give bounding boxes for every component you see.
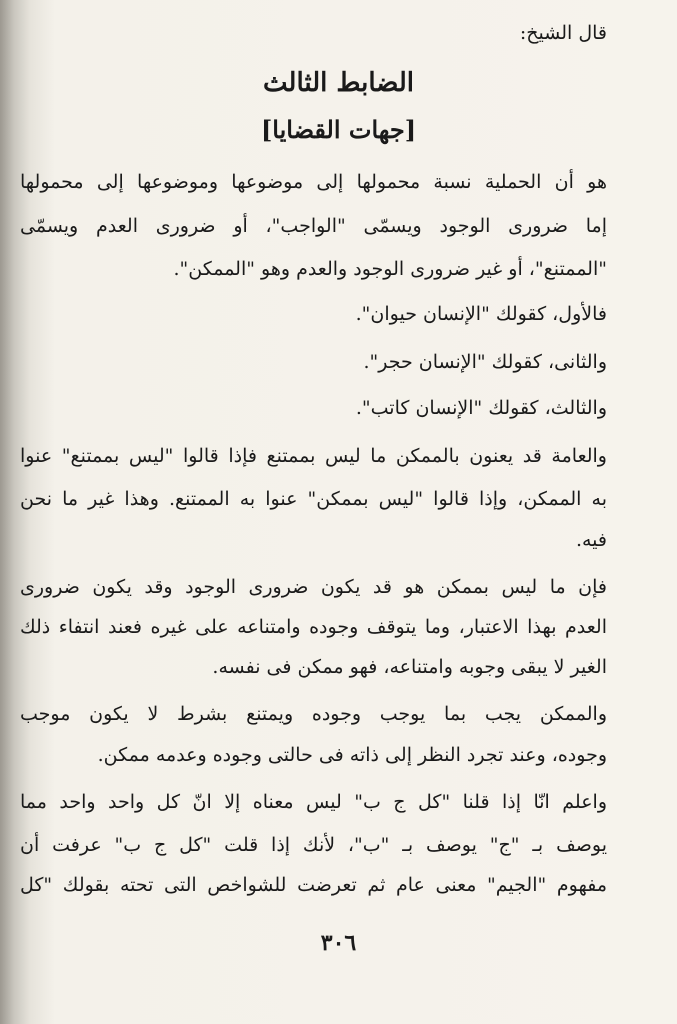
page-number: ٣٠٦ — [320, 930, 357, 956]
text-line: "الممتنع"، أو غير ضرورى الوجود والعدم وهو "الممكن". — [173, 258, 607, 280]
text-line: العدم بهذا الاعتبار، وما يتوقف وجوده وامتناعه على غيره فعند انتفاء ذلك — [20, 616, 607, 638]
text-line: مفهوم "الجيم" معنى عام ثم تعرضت للشواخص التى تحته بقولك "كل — [20, 874, 607, 896]
text-line: والممكن يجب بما يوجب وجوده ويمتنع بشرط لا يكون موجب — [20, 703, 607, 725]
text-line: فالأول، كقولك "الإنسان حيوان". — [355, 303, 607, 325]
section-subtitle: [جهات القضايا] — [260, 115, 417, 144]
text-line: والثانى، كقولك "الإنسان حجر". — [363, 351, 607, 373]
text-line: يوصف بـ "ج" يوصف بـ "ب"، لأنك إذا قلت "كل ج ب" عرفت أن — [20, 834, 607, 856]
text-line: هو أن الحملية نسبة محمولها إلى موضوعها وموضوعها إلى محمولها — [20, 171, 607, 193]
text-line: الغير لا يبقى وجوبه وامتناعه، فهو ممكن فى نفسه. — [212, 656, 607, 678]
text-line: فإن ما ليس بممكن هو قد يكون ضرورى الوجود وقد يكون ضرورى — [20, 576, 607, 598]
text-line: وجوده، وعند تجرد النظر إلى ذاته فى حالتى وجوده وعدمه ممكن. — [97, 744, 607, 766]
text-line: به الممكن، وإذا قالوا "ليس بممكن" عنوا به الممتنع. وهذا غير ما نحن — [20, 488, 607, 510]
speaker-heading: قال الشيخ: — [519, 22, 607, 44]
text-line: واعلم انّا إذا قلنا "كل ج ب" ليس معناه إلا انّ كل واحد واحد مما — [20, 791, 607, 813]
text-line: إما ضرورى الوجود ويسمّى "الواجب"، أو ضرورى العدم ويسمّى — [20, 215, 607, 237]
text-line: والعامة قد يعنون بالممكن ما ليس بممتنع فإذا قالوا "ليس بممتنع" عنوا — [20, 445, 607, 467]
section-title: الضابط الثالث — [263, 68, 414, 98]
text-line: فيه. — [575, 529, 607, 551]
text-line: والثالث، كقولك "الإنسان كاتب". — [355, 397, 607, 419]
